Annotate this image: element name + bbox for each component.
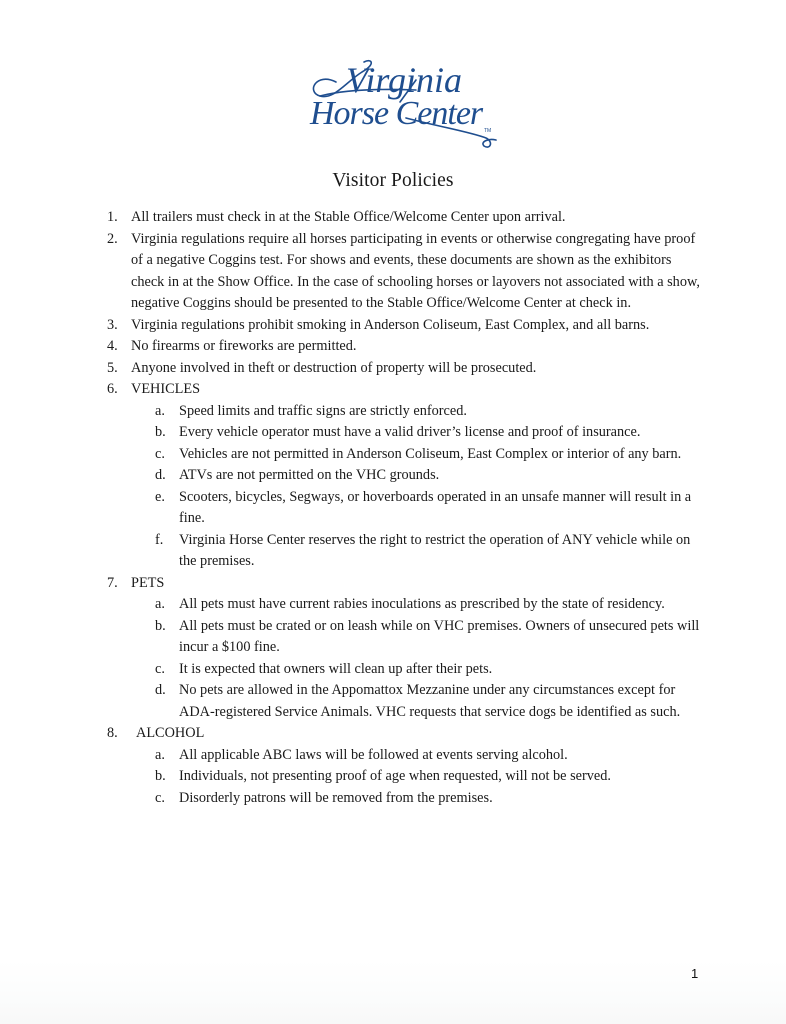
policy-subitem-text: ATVs are not permitted on the VHC grounds. — [179, 467, 440, 483]
policy-subitem-text: Disorderly patrons will be removed from the premises. — [179, 789, 493, 806]
policy-item-number: 4. — [107, 338, 118, 354]
policy-subitem-text: Scooters, bicycles, Segways, or hoverboards operated in an unsafe manner will result in a fine. — [179, 488, 692, 526]
policy-subitem — [0, 422, 786, 444]
page-number: 1 — [691, 966, 699, 981]
policy-subitem-letter: d. — [155, 467, 166, 483]
policy-subitem-letter: e. — [155, 488, 165, 505]
policy-subitem-text: All pets must be crated or on leash while on VHC premises. Owners of unsecured pets will incur a $100 fine. — [179, 617, 700, 655]
policy-item — [0, 379, 786, 401]
policy-item — [0, 207, 786, 229]
policy-subitem-letter: c. — [155, 445, 165, 462]
policy-item-number: 7. — [107, 574, 118, 591]
policy-subitem-letter: b. — [155, 768, 166, 784]
policy-item-text: No firearms or fireworks are permitted. — [131, 338, 357, 354]
policy-subitem-text: Virginia Horse Center reserves the right to restrict the operation of ANY vehicle while on the premises. — [179, 531, 691, 569]
policy-subitem-text: Speed limits and traffic signs are strictly enforced. — [179, 402, 467, 419]
policy-item-text: Anyone involved in theft or destruction of property will be prosecuted. — [131, 359, 537, 376]
policy-item-number: 6. — [107, 381, 118, 397]
policy-subitem — [0, 444, 786, 466]
policy-subitem-text: Individuals, not presenting proof of age when requested, will not be served. — [179, 768, 611, 784]
policy-subitem-letter: b. — [155, 424, 166, 440]
policy-subitem-letter: d. — [155, 682, 166, 698]
policy-subitem — [0, 530, 786, 573]
logo-trademark: TM — [484, 128, 492, 134]
policy-subitem — [0, 788, 786, 810]
policy-item — [0, 229, 786, 315]
policy-item — [0, 723, 786, 745]
policy-item-text: ALCOHOL — [136, 725, 205, 741]
policy-list — [0, 207, 786, 809]
policy-item — [0, 573, 786, 595]
policy-subitem — [0, 659, 786, 681]
policy-subitem — [0, 594, 786, 616]
page-title: Visitor Policies — [332, 170, 454, 191]
policy-item-text: Virginia regulations require all horses participating in events or otherwise congregating have proof of a negative Coggins test. For shows and events, these documents are shown as the exhibitors check in at the Show Office. In the case of schooling horses or layovers not associated with a show, negative Coggins should be presented to the Stable Office/Welcome Center at check in. — [131, 230, 700, 311]
policy-subitem-text: All pets must have current rabies inoculations as prescribed by the state of residency. — [179, 596, 665, 612]
policy-item-number: 2. — [107, 230, 118, 247]
policy-subitem-letter: a. — [155, 596, 165, 612]
logo-text-virginia: Virginia — [346, 60, 462, 100]
policy-item-number: 5. — [107, 359, 118, 376]
policy-item-text: Virginia regulations prohibit smoking in Anderson Coliseum, East Complex, and all barns. — [131, 316, 650, 333]
policy-subitem — [0, 766, 786, 788]
policy-item-text: All trailers must check in at the Stable Office/Welcome Center upon arrival. — [131, 209, 566, 225]
policy-item-text: VEHICLES — [131, 381, 201, 397]
policy-subitem-text: No pets are allowed in the Appomattox Mezzanine under any circumstances except for ADA-registered Service Animals. VHC requests that service dogs be identified as such. — [179, 682, 681, 720]
policy-subitem — [0, 616, 786, 659]
policy-subitem-text: Every vehicle operator must have a valid driver’s license and proof of insurance. — [179, 424, 641, 440]
policy-item — [0, 315, 786, 337]
policy-item-text: PETS — [131, 574, 165, 591]
policy-subitem — [0, 465, 786, 487]
logo-text-horse-center: Horse Center — [310, 95, 483, 132]
policy-subitem-text: It is expected that owners will clean up after their pets. — [179, 660, 493, 677]
policy-item-number: 8. — [107, 725, 118, 741]
policy-item — [0, 358, 786, 380]
policy-subitem-letter: b. — [155, 617, 166, 634]
policy-subitem-letter: a. — [155, 746, 165, 763]
policy-subitem — [0, 680, 786, 723]
policy-subitem-text: All applicable ABC laws will be followed at events serving alcohol. — [179, 746, 568, 763]
policy-subitem — [0, 401, 786, 423]
policy-item-number: 1. — [107, 209, 118, 225]
virginia-horse-center-logo — [306, 52, 502, 156]
policy-subitem-text: Vehicles are not permitted in Anderson Coliseum, East Complex or interior of any barn. — [179, 445, 682, 462]
policy-item — [0, 336, 786, 358]
policy-subitem-letter: a. — [155, 402, 165, 419]
policy-subitem — [0, 487, 786, 530]
policy-item-number: 3. — [107, 316, 118, 333]
policy-subitem-letter: c. — [155, 789, 165, 806]
policy-subitem-letter: f. — [155, 531, 164, 548]
policy-subitem — [0, 745, 786, 767]
policy-subitem-letter: c. — [155, 660, 165, 677]
